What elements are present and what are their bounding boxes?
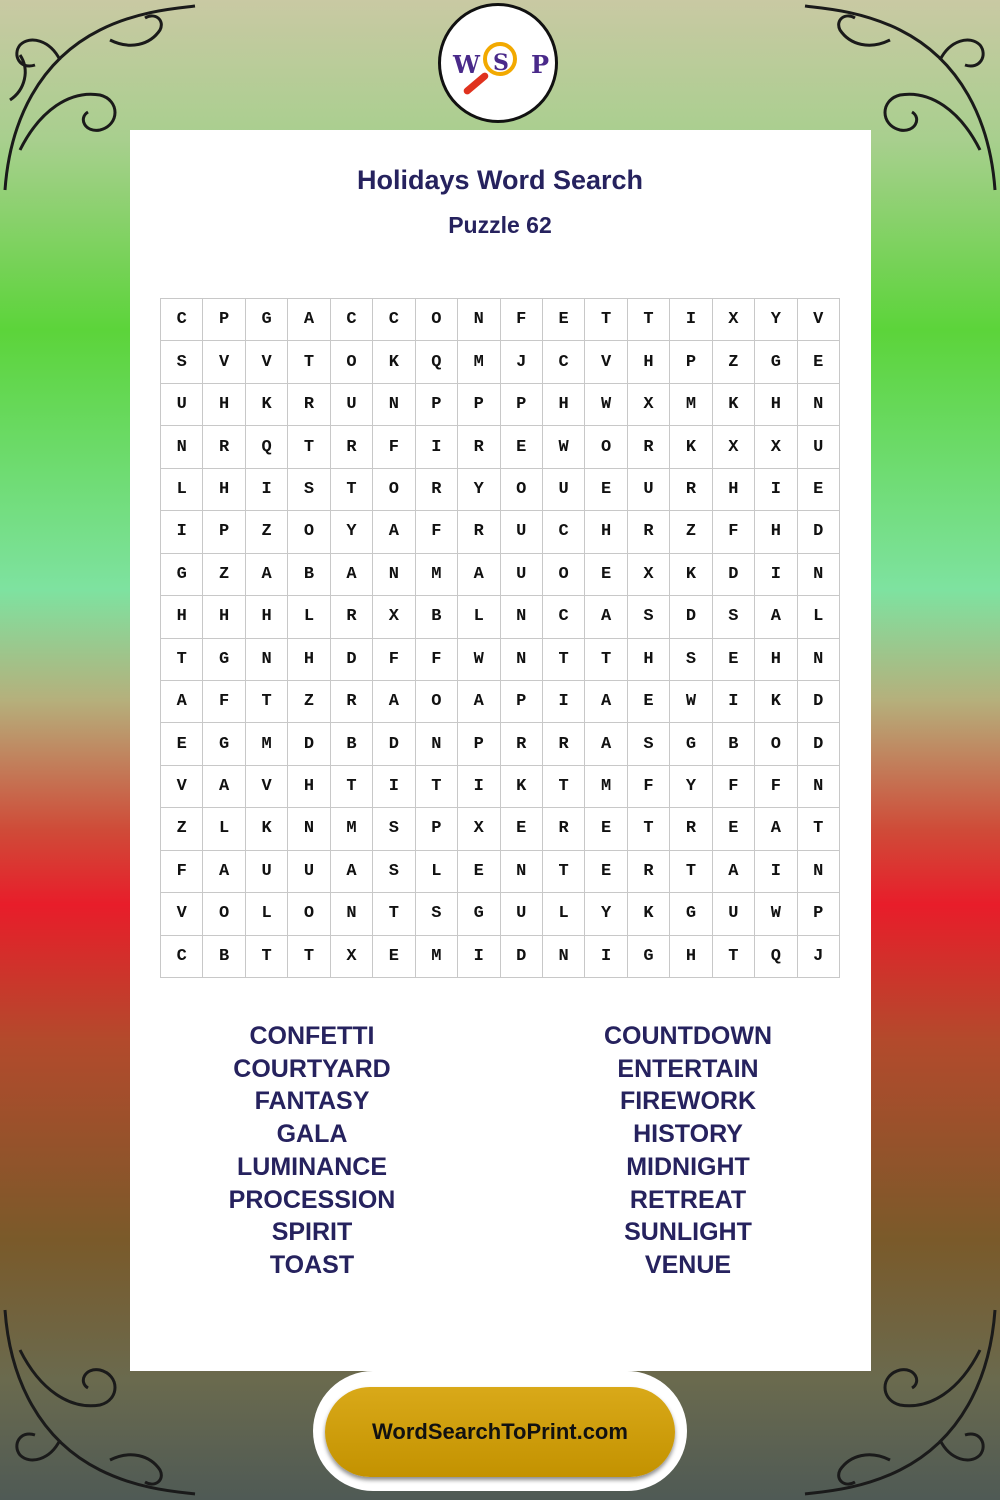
grid-cell[interactable]: E [585, 554, 627, 596]
grid-cell[interactable]: E [373, 936, 415, 978]
grid-cell[interactable]: O [543, 554, 585, 596]
grid-cell[interactable]: V [246, 341, 288, 383]
grid-cell[interactable]: I [246, 469, 288, 511]
word-list-item: CONFETTI [249, 1022, 375, 1050]
grid-cell[interactable]: E [161, 723, 203, 765]
grid-cell[interactable]: T [543, 851, 585, 893]
grid-cell[interactable]: A [458, 681, 500, 723]
grid-cell[interactable]: A [161, 681, 203, 723]
grid-cell[interactable]: L [416, 851, 458, 893]
grid-cell[interactable]: O [331, 341, 373, 383]
grid-cell[interactable]: F [755, 766, 797, 808]
grid-cell[interactable]: N [798, 639, 840, 681]
grid-cell[interactable]: N [501, 596, 543, 638]
grid-cell[interactable]: P [203, 299, 245, 341]
grid-cell[interactable]: H [161, 596, 203, 638]
page-title: Holidays Word Search [356, 165, 644, 195]
grid-cell[interactable]: H [203, 384, 245, 426]
grid-cell[interactable]: T [585, 639, 627, 681]
grid-cell[interactable]: Z [288, 681, 330, 723]
grid-cell[interactable]: P [416, 808, 458, 850]
grid-cell[interactable]: U [331, 384, 373, 426]
grid-cell[interactable]: C [543, 341, 585, 383]
grid-cell[interactable]: O [288, 893, 330, 935]
grid-cell[interactable]: Y [670, 766, 712, 808]
grid-cell[interactable]: N [246, 639, 288, 681]
grid-cell[interactable]: X [373, 596, 415, 638]
grid-cell[interactable]: O [416, 299, 458, 341]
grid-cell[interactable]: F [373, 426, 415, 468]
grid-cell[interactable]: R [628, 851, 670, 893]
grid-cell[interactable]: S [628, 596, 670, 638]
grid-cell[interactable]: P [501, 384, 543, 426]
grid-cell[interactable]: U [628, 469, 670, 511]
word-list-item: RETREAT [629, 1185, 747, 1214]
grid-cell[interactable]: N [501, 851, 543, 893]
word-list-item: FIREWORK [619, 1087, 757, 1116]
grid-cell[interactable]: M [416, 554, 458, 596]
word-list-item: MIDNIGHT [626, 1152, 750, 1181]
site-link-button[interactable] [325, 1387, 675, 1477]
grid-cell[interactable]: A [585, 596, 627, 638]
grid-cell[interactable]: F [713, 511, 755, 553]
grid-cell[interactable]: F [416, 639, 458, 681]
grid-cell[interactable]: W [755, 893, 797, 935]
grid-cell[interactable]: T [628, 299, 670, 341]
grid-cell[interactable]: T [543, 766, 585, 808]
grid-cell[interactable]: N [458, 299, 500, 341]
grid-cell[interactable]: N [798, 851, 840, 893]
grid-cell[interactable]: P [501, 681, 543, 723]
grid-cell[interactable]: P [203, 511, 245, 553]
grid-cell[interactable]: B [288, 554, 330, 596]
grid-cell[interactable]: U [501, 893, 543, 935]
grid-cell[interactable]: N [798, 554, 840, 596]
grid-cell[interactable]: D [713, 554, 755, 596]
grid-cell[interactable]: S [416, 893, 458, 935]
word-list-item: COUNTDOWN [603, 1022, 773, 1050]
grid-cell[interactable]: K [373, 341, 415, 383]
grid-cell[interactable]: B [416, 596, 458, 638]
grid-cell[interactable]: T [331, 469, 373, 511]
grid-cell[interactable]: I [458, 766, 500, 808]
grid-cell[interactable]: V [798, 299, 840, 341]
grid-cell[interactable]: V [246, 766, 288, 808]
grid-cell[interactable]: Q [416, 341, 458, 383]
grid-cell[interactable]: O [416, 681, 458, 723]
grid-cell[interactable]: G [246, 299, 288, 341]
grid-cell[interactable]: P [670, 341, 712, 383]
grid-cell[interactable]: I [458, 936, 500, 978]
grid-cell[interactable]: H [755, 639, 797, 681]
grid-cell[interactable]: R [331, 681, 373, 723]
grid-cell[interactable]: D [501, 936, 543, 978]
grid-cell[interactable]: T [585, 299, 627, 341]
grid-cell[interactable]: L [798, 596, 840, 638]
grid-cell[interactable]: H [755, 511, 797, 553]
word-list-item: SUNLIGHT [624, 1218, 752, 1247]
grid-cell[interactable]: X [458, 808, 500, 850]
grid-cell[interactable]: V [161, 893, 203, 935]
grid-cell[interactable]: A [331, 851, 373, 893]
grid-cell[interactable]: R [670, 808, 712, 850]
grid-cell[interactable]: H [585, 511, 627, 553]
grid-cell[interactable]: H [670, 936, 712, 978]
grid-cell[interactable]: R [628, 511, 670, 553]
grid-cell[interactable]: K [713, 384, 755, 426]
grid-cell[interactable]: R [670, 469, 712, 511]
grid-cell[interactable]: A [755, 596, 797, 638]
grid-cell[interactable]: F [161, 851, 203, 893]
grid-cell[interactable]: G [458, 893, 500, 935]
grid-cell[interactable]: G [203, 639, 245, 681]
grid-cell[interactable]: A [585, 681, 627, 723]
logo-letter-w: W [453, 50, 480, 79]
grid-cell[interactable]: X [755, 426, 797, 468]
grid-cell[interactable]: E [458, 851, 500, 893]
grid-cell[interactable]: D [798, 723, 840, 765]
grid-cell[interactable]: L [203, 808, 245, 850]
word-list-left [162, 1020, 462, 1282]
grid-cell[interactable]: M [246, 723, 288, 765]
grid-cell[interactable]: C [331, 299, 373, 341]
grid-cell[interactable]: I [416, 426, 458, 468]
grid-cell[interactable]: V [161, 766, 203, 808]
grid-cell[interactable]: W [670, 681, 712, 723]
grid-cell[interactable]: J [501, 341, 543, 383]
grid-cell[interactable]: C [543, 511, 585, 553]
grid-cell[interactable]: Z [203, 554, 245, 596]
logo-letter-s: S [493, 50, 509, 76]
grid-cell[interactable]: A [203, 766, 245, 808]
grid-cell[interactable]: C [373, 299, 415, 341]
grid-cell[interactable]: T [246, 936, 288, 978]
wsp-logo[interactable] [438, 3, 558, 123]
grid-cell[interactable]: Y [755, 299, 797, 341]
grid-cell[interactable]: J [798, 936, 840, 978]
grid-cell[interactable]: N [373, 554, 415, 596]
grid-cell[interactable]: G [161, 554, 203, 596]
grid-cell[interactable]: B [331, 723, 373, 765]
grid-cell[interactable]: G [670, 893, 712, 935]
grid-cell[interactable]: E [501, 808, 543, 850]
grid-cell[interactable]: D [288, 723, 330, 765]
grid-cell[interactable]: F [628, 766, 670, 808]
grid-cell[interactable]: L [458, 596, 500, 638]
grid-cell[interactable]: P [458, 384, 500, 426]
grid-cell[interactable]: A [203, 851, 245, 893]
grid-cell[interactable]: U [501, 511, 543, 553]
grid-cell[interactable]: T [288, 936, 330, 978]
grid-cell[interactable]: R [331, 426, 373, 468]
grid-cell[interactable]: M [331, 808, 373, 850]
grid-cell[interactable]: F [203, 681, 245, 723]
grid-cell[interactable]: O [755, 723, 797, 765]
grid-cell[interactable]: I [713, 681, 755, 723]
word-list-item: SPIRIT [271, 1218, 353, 1247]
grid-cell[interactable]: Z [161, 808, 203, 850]
grid-cell[interactable]: A [246, 554, 288, 596]
grid-cell[interactable]: H [288, 766, 330, 808]
grid-cell[interactable]: G [203, 723, 245, 765]
grid-cell[interactable]: L [161, 469, 203, 511]
grid-cell[interactable]: N [161, 426, 203, 468]
grid-cell[interactable]: L [288, 596, 330, 638]
grid-cell[interactable]: E [713, 639, 755, 681]
word-list-item: ENTERTAIN [617, 1054, 759, 1083]
grid-cell[interactable]: O [373, 469, 415, 511]
puzzle-number: Puzzle 62 [448, 212, 552, 238]
grid-cell[interactable]: I [755, 554, 797, 596]
grid-cell[interactable]: S [161, 341, 203, 383]
grid-cell[interactable]: A [713, 851, 755, 893]
grid-cell[interactable]: N [416, 723, 458, 765]
grid-cell[interactable]: N [798, 384, 840, 426]
grid-cell[interactable]: G [670, 723, 712, 765]
grid-cell[interactable]: Z [670, 511, 712, 553]
grid-cell[interactable]: A [373, 681, 415, 723]
grid-cell[interactable]: K [246, 808, 288, 850]
grid-cell[interactable]: O [585, 426, 627, 468]
grid-cell[interactable]: E [713, 808, 755, 850]
grid-cell[interactable]: K [670, 426, 712, 468]
grid-cell[interactable]: F [373, 639, 415, 681]
grid-cell[interactable]: N [798, 766, 840, 808]
grid-cell[interactable]: R [416, 469, 458, 511]
grid-cell[interactable]: R [628, 426, 670, 468]
grid-cell[interactable]: N [288, 808, 330, 850]
grid-cell[interactable]: D [670, 596, 712, 638]
word-list-item: COURTYARD [233, 1054, 391, 1083]
grid-cell[interactable]: R [543, 723, 585, 765]
grid-cell[interactable]: K [628, 893, 670, 935]
grid-cell[interactable]: N [331, 893, 373, 935]
grid-cell[interactable]: E [798, 341, 840, 383]
word-list-item: GALA [276, 1120, 348, 1149]
grid-cell[interactable]: N [373, 384, 415, 426]
grid-cell[interactable]: U [161, 384, 203, 426]
grid-cell[interactable]: S [670, 639, 712, 681]
grid-cell[interactable]: B [203, 936, 245, 978]
grid-cell[interactable]: T [331, 766, 373, 808]
grid-cell[interactable]: H [203, 596, 245, 638]
grid-cell[interactable]: R [543, 808, 585, 850]
grid-cell[interactable]: T [713, 936, 755, 978]
grid-cell[interactable]: E [628, 681, 670, 723]
grid-cell[interactable]: U [501, 554, 543, 596]
grid-cell[interactable]: K [755, 681, 797, 723]
grid-cell[interactable]: H [755, 384, 797, 426]
word-list-right [538, 1020, 838, 1282]
grid-cell[interactable]: H [628, 639, 670, 681]
grid-cell[interactable]: F [713, 766, 755, 808]
grid-cell[interactable]: Y [331, 511, 373, 553]
grid-cell[interactable]: S [373, 808, 415, 850]
grid-cell[interactable]: F [501, 299, 543, 341]
grid-cell[interactable]: G [628, 936, 670, 978]
grid-cell[interactable]: S [373, 851, 415, 893]
grid-cell[interactable]: L [246, 893, 288, 935]
grid-cell[interactable]: T [288, 341, 330, 383]
word-list-item: LUMINANCE [237, 1152, 387, 1181]
grid-cell[interactable]: H [628, 341, 670, 383]
grid-cell[interactable]: E [543, 299, 585, 341]
grid-cell[interactable]: N [501, 639, 543, 681]
grid-cell[interactable]: T [161, 639, 203, 681]
grid-cell[interactable]: X [331, 936, 373, 978]
grid-cell[interactable]: R [331, 596, 373, 638]
grid-cell[interactable]: X [713, 426, 755, 468]
grid-cell[interactable]: T [288, 426, 330, 468]
grid-cell[interactable]: A [755, 808, 797, 850]
grid-cell[interactable]: D [798, 511, 840, 553]
word-list-item: HISTORY [633, 1120, 743, 1149]
grid-cell[interactable]: S [628, 723, 670, 765]
grid-cell[interactable]: M [416, 936, 458, 978]
grid-cell[interactable]: V [203, 341, 245, 383]
grid-cell[interactable]: G [755, 341, 797, 383]
grid-cell[interactable]: N [543, 936, 585, 978]
logo-letter-p: P [531, 50, 550, 79]
grid-cell[interactable]: A [458, 554, 500, 596]
grid-cell[interactable]: P [416, 384, 458, 426]
grid-cell[interactable]: T [246, 681, 288, 723]
grid-cell[interactable]: H [246, 596, 288, 638]
grid-cell[interactable]: M [458, 341, 500, 383]
grid-cell[interactable]: E [798, 469, 840, 511]
grid-cell[interactable]: T [628, 808, 670, 850]
grid-cell[interactable]: K [246, 384, 288, 426]
word-list-item: PROCESSION [228, 1185, 396, 1214]
grid-cell[interactable]: W [458, 639, 500, 681]
grid-cell[interactable]: R [458, 511, 500, 553]
grid-cell[interactable]: U [713, 893, 755, 935]
grid-cell[interactable]: M [585, 766, 627, 808]
grid-cell[interactable]: S [713, 596, 755, 638]
grid-cell[interactable]: U [798, 426, 840, 468]
grid-cell[interactable]: P [798, 893, 840, 935]
grid-cell[interactable]: B [713, 723, 755, 765]
grid-cell[interactable]: D [373, 723, 415, 765]
grid-cell[interactable]: R [288, 384, 330, 426]
grid-cell[interactable]: S [288, 469, 330, 511]
grid-cell[interactable]: O [288, 511, 330, 553]
grid-cell[interactable]: I [670, 299, 712, 341]
grid-cell[interactable]: F [416, 511, 458, 553]
grid-cell[interactable]: A [585, 723, 627, 765]
grid-cell[interactable]: Y [585, 893, 627, 935]
grid-cell[interactable]: T [670, 851, 712, 893]
grid-cell[interactable]: E [585, 469, 627, 511]
grid-cell[interactable]: I [543, 681, 585, 723]
grid-cell[interactable]: Z [246, 511, 288, 553]
grid-cell[interactable]: K [501, 766, 543, 808]
grid-cell[interactable]: X [628, 384, 670, 426]
grid-cell[interactable]: A [288, 299, 330, 341]
grid-cell[interactable]: U [543, 469, 585, 511]
grid-cell[interactable]: H [203, 469, 245, 511]
word-list-item: VENUE [644, 1250, 732, 1279]
grid-cell[interactable]: O [203, 893, 245, 935]
site-link-label: WordSearchToPrint.com [372, 1419, 628, 1444]
grid-cell[interactable]: W [543, 426, 585, 468]
grid-cell[interactable]: V [585, 341, 627, 383]
grid-cell[interactable]: O [501, 469, 543, 511]
grid-cell[interactable]: R [501, 723, 543, 765]
grid-cell[interactable]: D [331, 639, 373, 681]
grid-cell[interactable]: E [585, 851, 627, 893]
grid-cell[interactable]: H [288, 639, 330, 681]
grid-cell[interactable]: W [585, 384, 627, 426]
grid-cell[interactable]: T [416, 766, 458, 808]
grid-cell[interactable]: X [628, 554, 670, 596]
grid-cell[interactable]: U [288, 851, 330, 893]
letter-grid[interactable] [160, 298, 840, 978]
grid-cell[interactable]: Q [246, 426, 288, 468]
grid-cell[interactable]: L [543, 893, 585, 935]
grid-cell[interactable]: E [501, 426, 543, 468]
grid-cell[interactable]: R [458, 426, 500, 468]
grid-cell[interactable]: I [585, 936, 627, 978]
grid-cell[interactable]: Z [713, 341, 755, 383]
grid-cell[interactable]: K [670, 554, 712, 596]
grid-cell[interactable]: X [713, 299, 755, 341]
grid-cell[interactable]: I [755, 851, 797, 893]
grid-cell[interactable]: Y [458, 469, 500, 511]
grid-cell[interactable]: E [585, 808, 627, 850]
grid-cell[interactable]: C [161, 936, 203, 978]
grid-cell[interactable]: I [755, 469, 797, 511]
grid-cell[interactable]: I [373, 766, 415, 808]
grid-cell[interactable]: T [373, 893, 415, 935]
word-list-item: FANTASY [254, 1087, 370, 1116]
grid-cell[interactable]: D [798, 681, 840, 723]
grid-cell[interactable]: I [161, 511, 203, 553]
word-list-item: TOAST [269, 1250, 355, 1279]
grid-cell[interactable]: T [543, 639, 585, 681]
grid-cell[interactable]: C [543, 596, 585, 638]
grid-cell[interactable]: Q [755, 936, 797, 978]
grid-cell[interactable]: M [670, 384, 712, 426]
grid-cell[interactable]: P [458, 723, 500, 765]
grid-cell[interactable]: C [161, 299, 203, 341]
grid-cell[interactable]: A [373, 511, 415, 553]
grid-cell[interactable]: R [203, 426, 245, 468]
grid-cell[interactable]: U [246, 851, 288, 893]
grid-cell[interactable]: A [331, 554, 373, 596]
grid-cell[interactable]: H [543, 384, 585, 426]
grid-cell[interactable]: H [713, 469, 755, 511]
grid-cell[interactable]: T [798, 808, 840, 850]
